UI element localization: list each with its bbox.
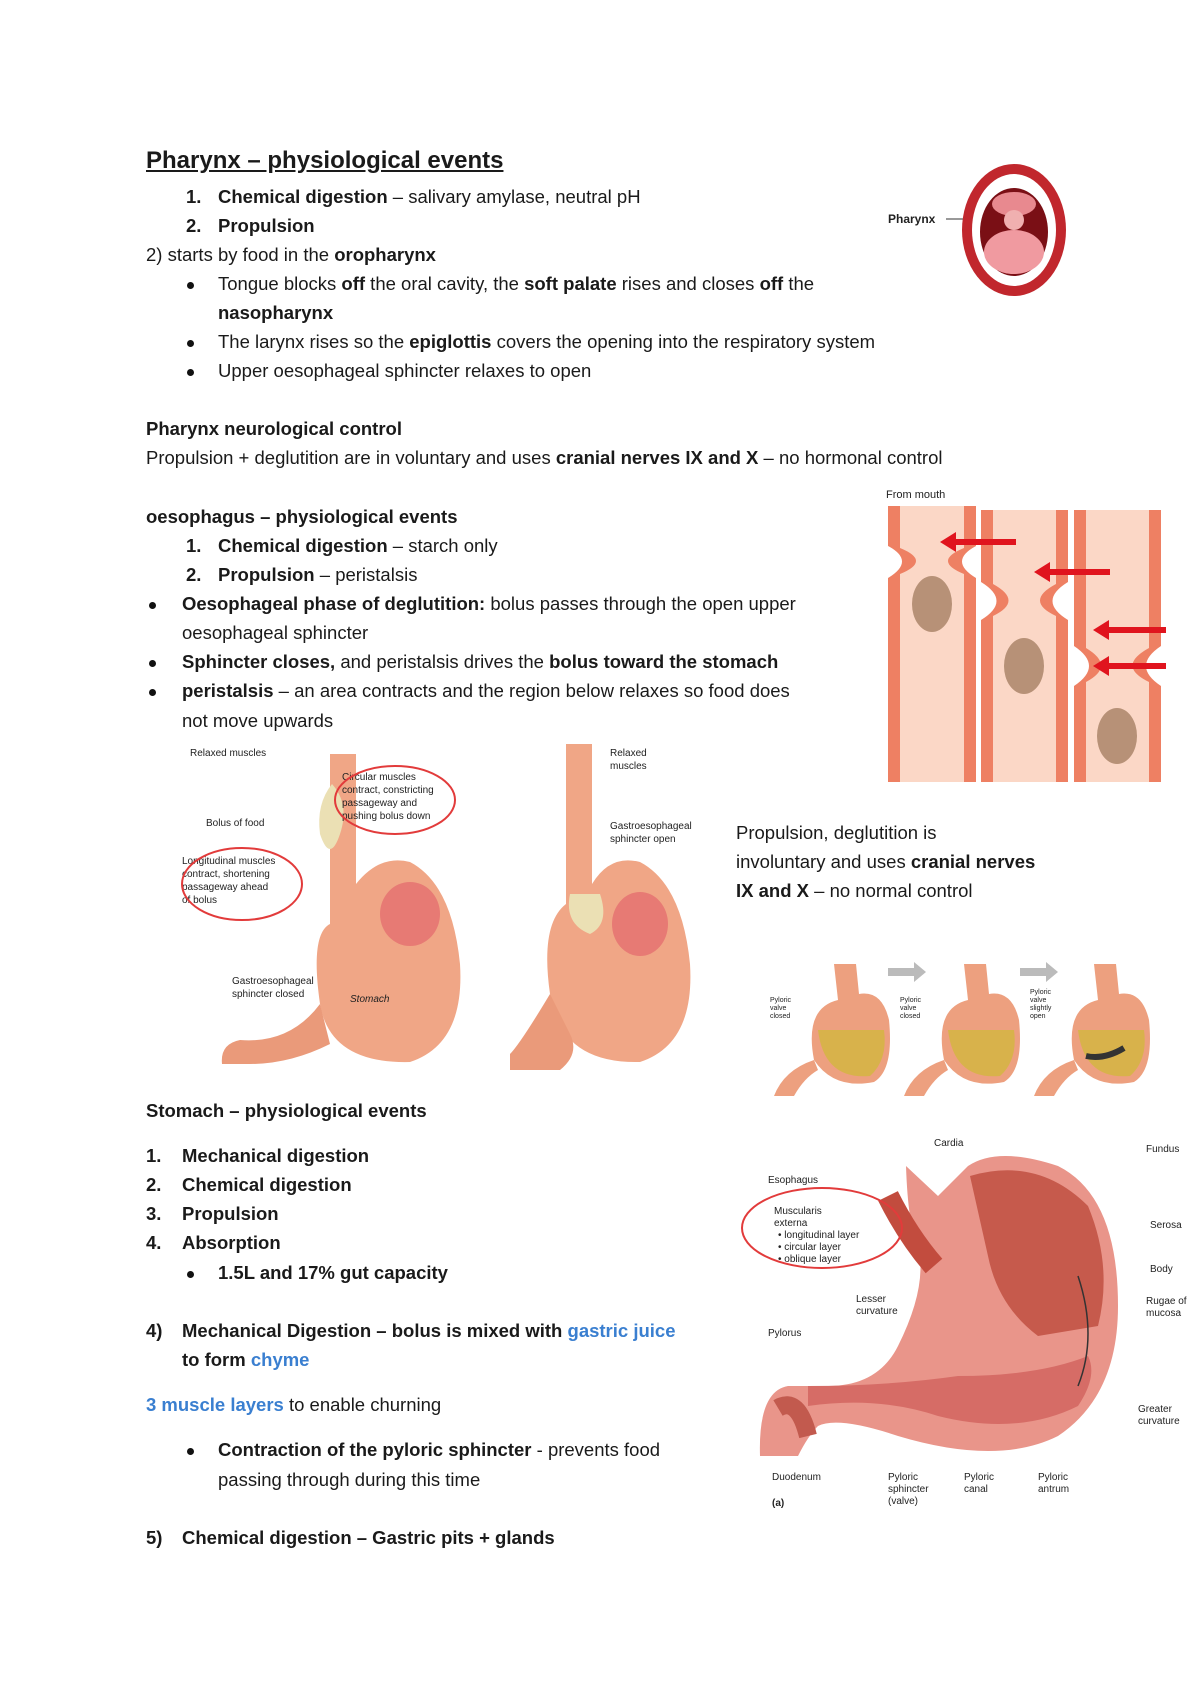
term: epiglottis <box>409 331 492 352</box>
bullet-item <box>182 680 790 702</box>
text: rises and closes <box>616 273 760 294</box>
text: to form <box>182 1349 251 1370</box>
section-heading: Pharynx neurological control <box>146 418 402 439</box>
term: Sphincter closes, <box>182 651 336 672</box>
circular-muscles-label: pushing bolus down <box>342 811 431 822</box>
anat-label: Serosa <box>1150 1220 1182 1231</box>
item-text: – peristalsis <box>314 564 418 585</box>
bullet-continuation: passing through during this time <box>218 1469 481 1490</box>
ges-open-label: Gastroesophageal <box>610 821 692 832</box>
text: - prevents food <box>531 1439 661 1460</box>
anat-label: Cardia <box>934 1138 964 1149</box>
item-bold: Chemical digestion <box>218 186 388 207</box>
paragraph <box>146 244 436 266</box>
valve-label: valve <box>900 1005 917 1012</box>
valve-label: Pyloric <box>900 997 922 1004</box>
oesophagus-stomach-figure-open <box>500 744 730 1074</box>
list-number: 1. <box>186 186 202 207</box>
item-text: – starch only <box>387 535 498 556</box>
anat-label: Muscularis <box>774 1206 822 1217</box>
list-number: 2. <box>186 215 202 236</box>
bullet-icon <box>187 1271 194 1278</box>
text: – no hormonal control <box>758 447 943 468</box>
item-bold: Chemical digestion <box>218 535 388 556</box>
page-title: Pharynx – physiological events <box>146 147 504 174</box>
list-number: 2. <box>186 564 202 585</box>
ges-open-label: sphincter open <box>610 834 676 845</box>
anat-label: Pyloric <box>964 1472 995 1483</box>
item-bold: Propulsion <box>218 564 315 585</box>
term: Oesophageal phase of deglutition: <box>182 593 486 614</box>
from-mouth-label: From mouth <box>886 489 946 501</box>
longitudinal-label: of bolus <box>182 895 218 906</box>
text: Propulsion + deglutition are in voluntary and uses <box>146 447 556 468</box>
relaxed-muscles-label: muscles <box>610 761 647 772</box>
list-number: 1. <box>186 535 202 556</box>
term: soft palate <box>524 273 617 294</box>
text: involuntary and uses <box>736 851 911 872</box>
text: the <box>783 273 815 294</box>
longitudinal-label: contract, shortening <box>182 869 270 880</box>
relaxed-muscles-label: Relaxed muscles <box>190 748 267 759</box>
list-item: Propulsion <box>182 1203 279 1224</box>
text: – no normal control <box>809 880 973 901</box>
text: the oral cavity, the <box>365 273 525 294</box>
peristalsis-figure <box>876 486 1166 786</box>
anat-label: Fundus <box>1146 1144 1180 1155</box>
list-number: 2. <box>146 1174 162 1195</box>
valve-label: slightly <box>1030 1005 1052 1012</box>
term: off <box>759 273 784 294</box>
pharynx-label: Pharynx <box>888 212 936 226</box>
circular-muscles-label: passageway and <box>342 798 418 809</box>
paragraph <box>146 1394 441 1416</box>
bullet-item: 1.5L and 17% gut capacity <box>218 1262 448 1283</box>
anat-label: Esophagus <box>768 1175 819 1186</box>
bullet-icon <box>149 689 156 696</box>
section-heading: Stomach – physiological events <box>146 1100 427 1121</box>
panel-label: (a) <box>772 1498 785 1509</box>
list-item: Mechanical digestion <box>182 1145 370 1166</box>
anat-label: Body <box>1150 1264 1173 1275</box>
item-text: – salivary amylase, neutral pH <box>387 186 641 207</box>
term: bolus toward the stomach <box>549 651 779 672</box>
term: cranial nerves <box>910 851 1036 872</box>
list-item <box>218 535 498 557</box>
text: Tongue blocks <box>218 273 342 294</box>
bullet-icon <box>187 369 194 376</box>
side-note <box>736 880 973 902</box>
anat-label: canal <box>964 1484 988 1495</box>
term: off <box>341 273 366 294</box>
anat-label: mucosa <box>1146 1308 1182 1319</box>
list-item: Absorption <box>182 1232 281 1253</box>
bullet-continuation: not move upwards <box>182 710 334 731</box>
anat-label: Rugae of <box>1146 1296 1187 1307</box>
valve-label: open <box>1030 1013 1046 1020</box>
paragraph <box>182 1349 309 1371</box>
anat-label: curvature <box>856 1306 898 1317</box>
anat-label: Greater <box>1138 1404 1172 1415</box>
bullet-item <box>218 331 875 353</box>
side-note <box>736 851 1035 873</box>
anat-label: externa <box>774 1218 808 1229</box>
list-item <box>218 186 641 208</box>
list-number: 4. <box>146 1232 162 1253</box>
bullet-continuation: nasopharynx <box>218 302 334 323</box>
bullet-icon <box>149 660 156 667</box>
bullet-item <box>218 273 814 295</box>
term: oropharynx <box>334 244 436 265</box>
valve-label: valve <box>770 1005 787 1012</box>
term: Contraction of the pyloric sphincter <box>218 1439 532 1460</box>
valve-label: Pyloric <box>1030 989 1052 996</box>
term: cranial nerves IX and X <box>555 447 759 468</box>
bullet-icon <box>149 602 156 609</box>
pyloric-valve-sequence-figure <box>764 960 1174 1098</box>
term: 3 muscle layers <box>146 1394 284 1415</box>
ges-closed-label: Gastroesophageal <box>232 976 314 987</box>
bullet-item: Upper oesophageal sphincter relaxes to open <box>218 360 592 381</box>
text: bolus passes through the open upper <box>485 593 796 614</box>
paragraph: Chemical digestion – Gastric pits + glands <box>182 1527 555 1548</box>
longitudinal-label: Longitudinal muscles <box>182 856 276 867</box>
stomach-anatomy-figure <box>738 1136 1194 1516</box>
text: – an area contracts and the region below relaxes so food does <box>273 680 790 701</box>
text: to enable churning <box>283 1394 442 1415</box>
list-number: 4) <box>146 1320 163 1341</box>
list-number: 1. <box>146 1145 162 1166</box>
valve-label: closed <box>770 1013 791 1020</box>
stomach-label: Stomach <box>350 994 390 1005</box>
anat-label: Lesser <box>856 1294 887 1305</box>
ges-closed-label: sphincter closed <box>232 989 305 1000</box>
text: and peristalsis drives the <box>335 651 550 672</box>
list-item: Chemical digestion <box>182 1174 352 1195</box>
longitudinal-label: passageway ahead <box>182 882 269 893</box>
anat-label: • oblique layer <box>778 1254 841 1265</box>
anat-label: (valve) <box>888 1496 919 1507</box>
oesophagus-stomach-figure-closed <box>180 744 480 1074</box>
paragraph <box>146 447 943 469</box>
anat-label: • circular layer <box>778 1242 841 1253</box>
list-item: Propulsion <box>218 215 315 236</box>
term: peristalsis <box>182 680 274 701</box>
anat-label: Duodenum <box>772 1472 821 1483</box>
side-note: Propulsion, deglutition is <box>736 822 937 843</box>
list-number: 3. <box>146 1203 162 1224</box>
bullet-item <box>218 1439 660 1461</box>
bolus-label: Bolus of food <box>206 818 265 829</box>
list-number: 5) <box>146 1527 163 1548</box>
anat-label: • longitudinal layer <box>778 1230 860 1241</box>
bullet-continuation: oesophageal sphincter <box>182 622 369 643</box>
mouth-figure <box>880 160 1070 300</box>
bullet-icon <box>187 282 194 289</box>
text: Mechanical Digestion – bolus is mixed with <box>182 1320 568 1341</box>
anat-label: curvature <box>1138 1416 1180 1427</box>
anat-label: Pylorus <box>768 1328 802 1339</box>
valve-label: closed <box>900 1013 921 1020</box>
term: IX and X <box>736 880 809 901</box>
bullet-item <box>182 651 778 673</box>
bullet-icon <box>187 1448 194 1455</box>
valve-label: Pyloric <box>770 997 792 1004</box>
anat-label: Pyloric <box>888 1472 919 1483</box>
text: 2) starts by food in the <box>146 244 335 265</box>
circular-muscles-label: contract, constricting <box>342 785 434 796</box>
section-heading: oesophagus – physiological events <box>146 506 458 527</box>
bullet-item <box>182 593 796 615</box>
anat-label: sphincter <box>888 1484 929 1495</box>
valve-label: valve <box>1030 997 1047 1004</box>
bullet-icon <box>187 340 194 347</box>
relaxed-muscles-label: Relaxed <box>610 748 647 759</box>
list-item <box>218 564 417 586</box>
circular-muscles-label: Circular muscles <box>342 772 416 783</box>
anat-label: antrum <box>1038 1484 1070 1495</box>
anat-label: Pyloric <box>1038 1472 1069 1483</box>
text: covers the opening into the respiratory system <box>491 331 876 352</box>
text: The larynx rises so the <box>218 331 410 352</box>
paragraph <box>182 1320 675 1342</box>
term: chyme <box>250 1349 310 1370</box>
term: gastric juice <box>567 1320 676 1341</box>
